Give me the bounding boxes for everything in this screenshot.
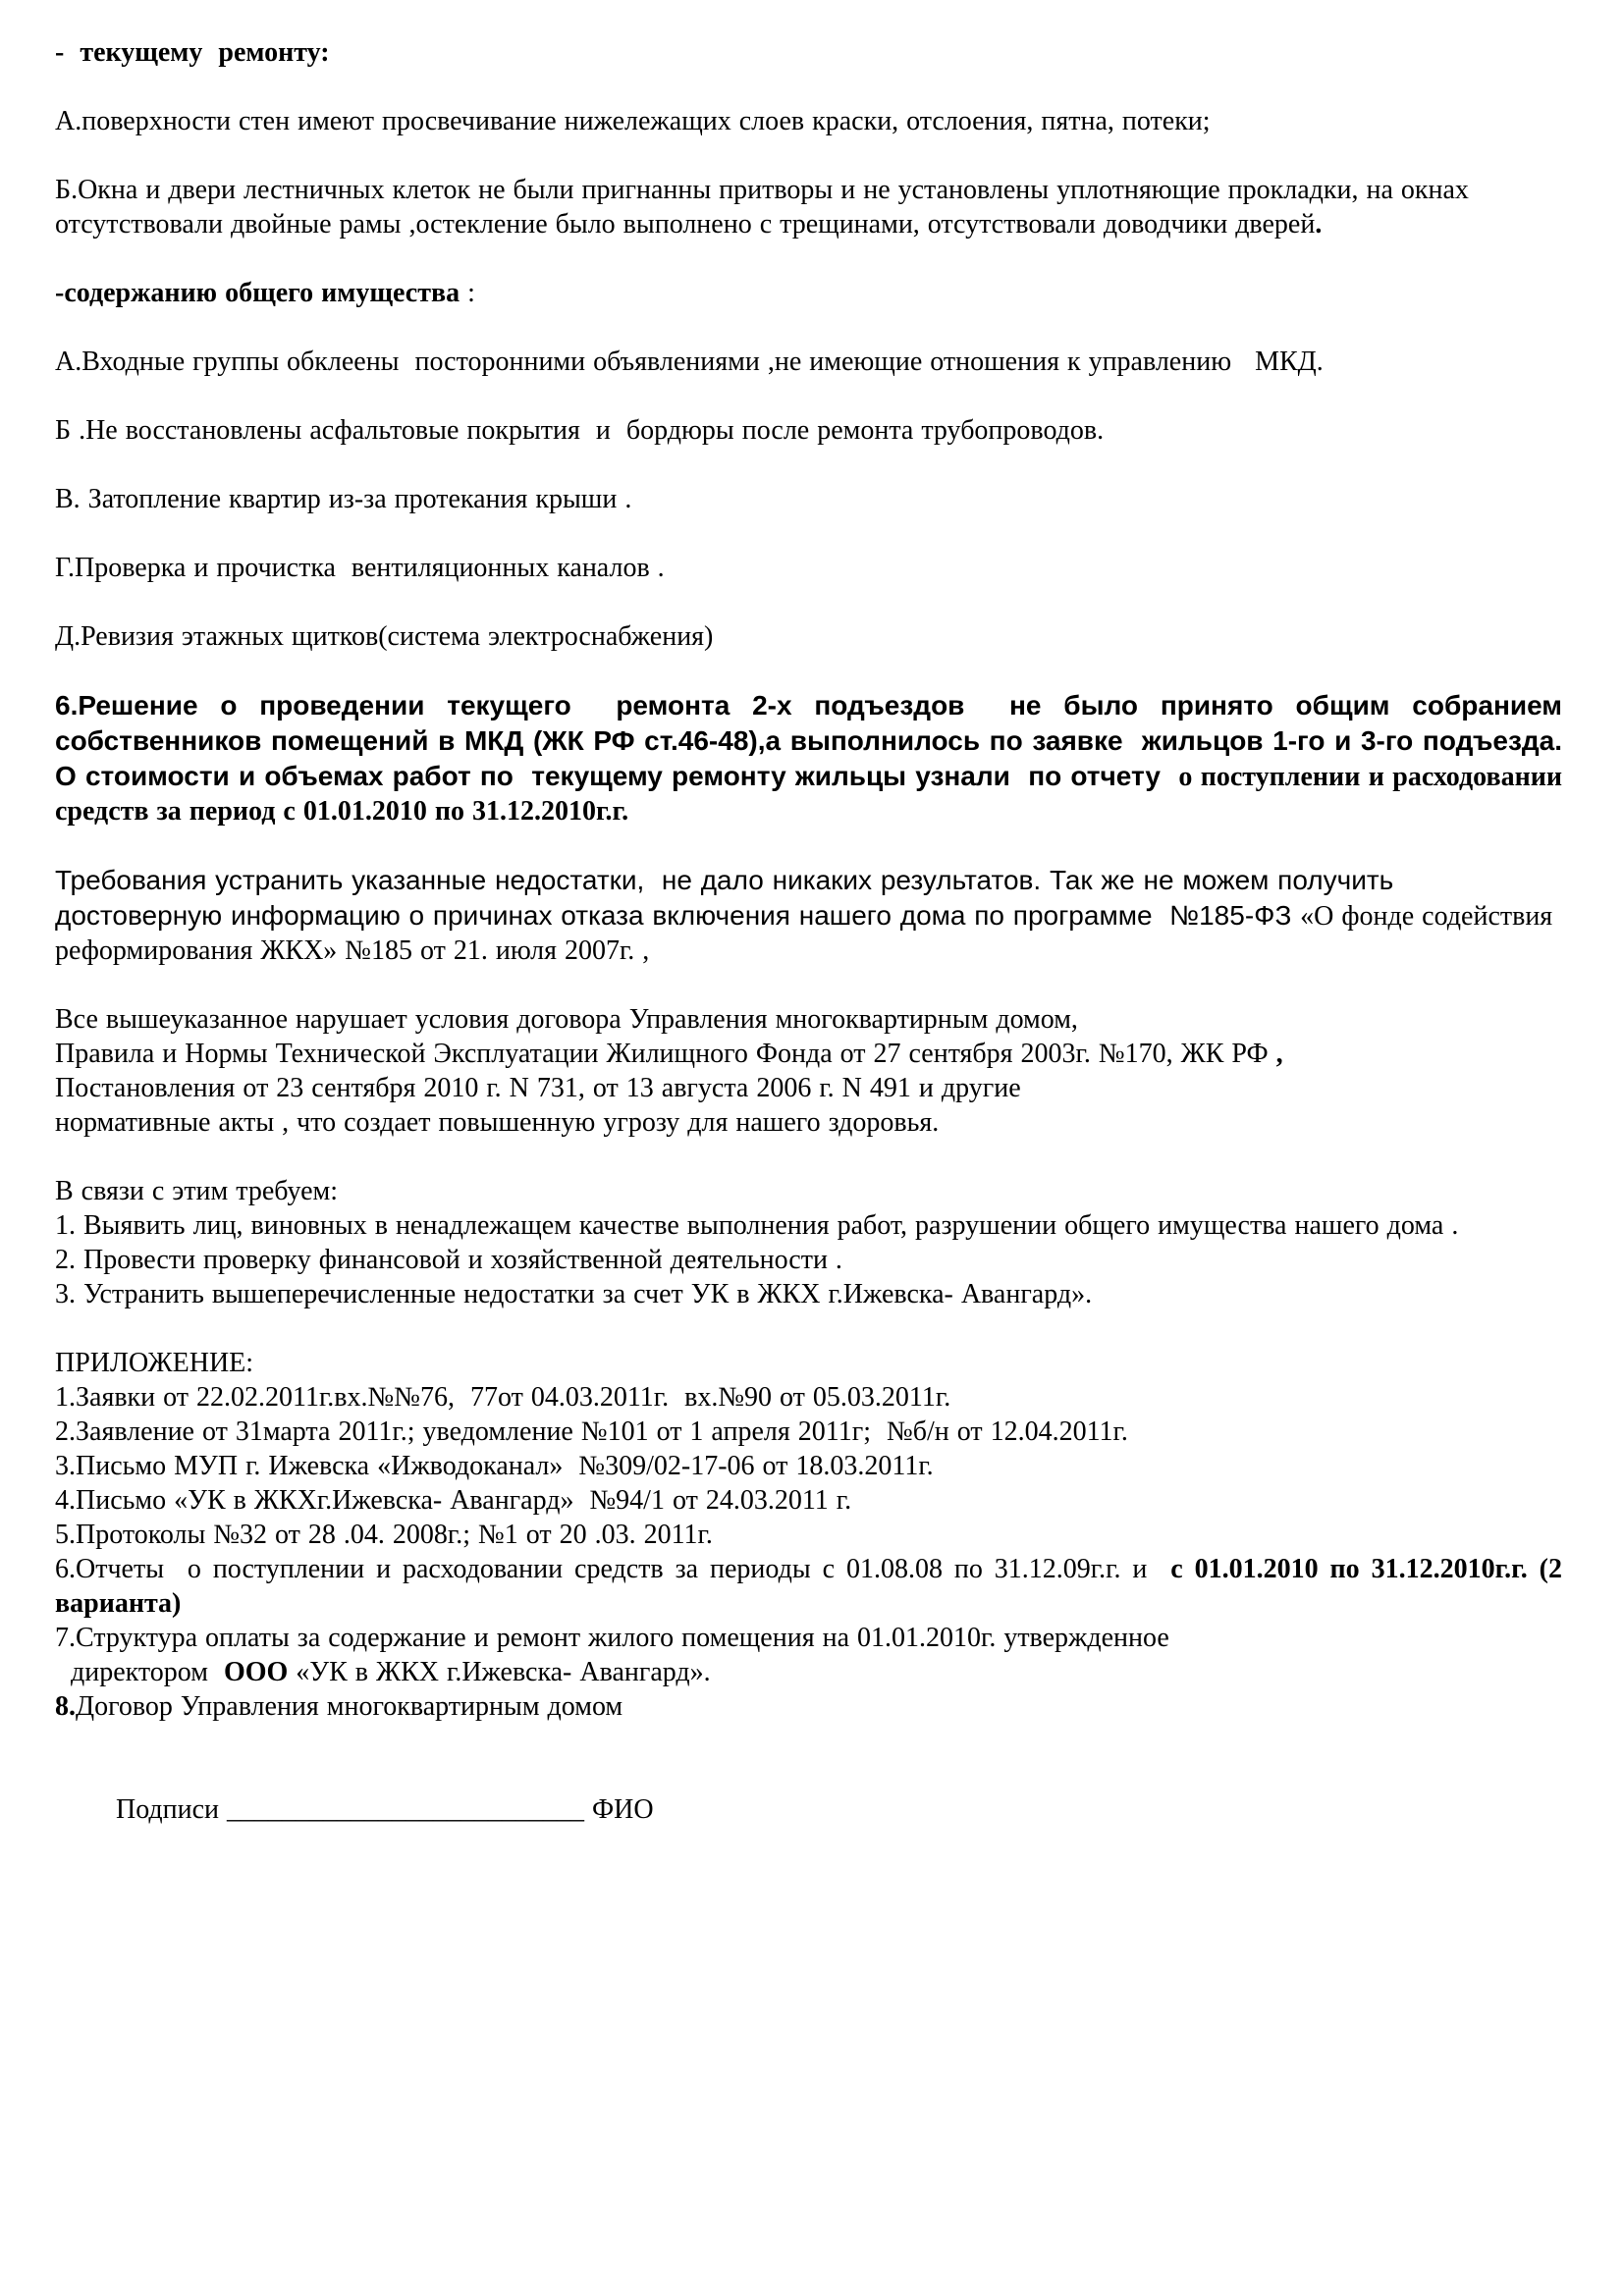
attachment-7-line2 bbox=[55, 1655, 1562, 1689]
text-run: -содержанию общего имущества bbox=[55, 278, 460, 308]
attachment-1: 1.Заявки от 22.02.2011г.вх.№№76, 77от 04.03.2011г. вх.№90 от 05.03.2011г. bbox=[55, 1382, 951, 1413]
demands-heading: В связи с этим требуем: bbox=[55, 1176, 339, 1206]
defect-entrance-groups: А.Входные группы обклеены посторонними объявлениями ,не имеющие отношения к управлению МКД. bbox=[55, 347, 1324, 377]
para-violations-resolutions: Постановления от 23 сентября 2010 г. N 731, от 13 августа 2006 г. N 491 и другие bbox=[55, 1073, 1021, 1103]
blank-line bbox=[55, 1311, 1562, 1346]
text-run: директором bbox=[55, 1657, 224, 1687]
attachment-5: 5.Протоколы №32 от 28 .04. 2008г.; №1 от 20 .03. 2011г. bbox=[55, 1520, 713, 1550]
blank-line bbox=[55, 654, 1562, 688]
document-body bbox=[55, 35, 1571, 1827]
blank-line bbox=[55, 1758, 1562, 1792]
demand-1: 1. Выявить лиц, виновных в ненадлежащем качестве выполнения работ, разрушении общего имущества нашего дома . bbox=[55, 1210, 1459, 1241]
blank-line bbox=[55, 828, 1562, 863]
defect-roof-leak: В. Затопление квартир из-за протекания крыши . bbox=[55, 484, 632, 514]
blank-line bbox=[55, 310, 1562, 345]
text-run: «О фонде содействия реформирования ЖКХ» №185 от 21. июля 2007г. , bbox=[55, 901, 1561, 966]
blank-line bbox=[55, 138, 1562, 173]
attachment-4: 4.Письмо «УК в ЖКХг.Ижевска- Авангард» №94/1 от 24.03.2011 г. bbox=[55, 1485, 852, 1516]
defect-floor-panels: Д.Ревизия этажных щитков(система электроснабжения) bbox=[55, 621, 714, 652]
text-run: 6.Отчеты о поступлении и расходовании средств за периоды с 01.08.08 по 31.12.09г.г. и bbox=[55, 1554, 1171, 1584]
attachment-6 bbox=[55, 1552, 1570, 1621]
defect-asphalt: Б .Не восстановлены асфальтовые покрытия и бордюры после ремонта трубопроводов. bbox=[55, 415, 1105, 446]
para-violations-intro: Все вышеуказанное нарушает условия договора Управления многоквартирным домом, bbox=[55, 1004, 1078, 1035]
attachments-heading: ПРИЛОЖЕНИЕ: bbox=[55, 1348, 254, 1378]
blank-line bbox=[55, 516, 1562, 551]
demand-3: 3. Устранить вышеперечисленные недостатки за счет УК в ЖКХ г.Ижевска- Авангард». bbox=[55, 1279, 1093, 1309]
text-run: с 01.01.2010 по 31.12.2010г.г. (2 варианта) bbox=[55, 1554, 1570, 1619]
text-run: 6.Решение о проведении текущего ремонта 2-х подъездов не было принято общим собранием собственников помещений в МКД (ЖК РФ ст.46-48),а выполнилось по заявке жильцов 1-го и 3-го подъезда. О стоимости и объемах работ по текущему ремонту жильцы узнали по отчету bbox=[55, 690, 1571, 791]
signature-line: Подписи __________________________ ФИО bbox=[116, 1794, 654, 1825]
blank-line bbox=[55, 1140, 1562, 1174]
demand-2: 2. Провести проверку финансовой и хозяйственной деятельности . bbox=[55, 1245, 842, 1275]
para-violations-rules bbox=[55, 1037, 1562, 1071]
text-run: Б.Окна и двери лестничных клеток не были пригнанны притворы и не установлены уплотняющие прокладки, на окнах отсутствовали двойные рамы ,остекление было выполнено с трещинами, отсутствовали доводчики дверей bbox=[55, 175, 1477, 240]
attachment-2: 2.Заявление от 31марта 2011г.; уведомление №101 от 1 апреля 2011г; №б/н от 12.04.2011г. bbox=[55, 1416, 1128, 1447]
blank-line bbox=[55, 70, 1562, 104]
text-run: Договор Управления многоквартирным домом bbox=[76, 1691, 623, 1722]
defect-ventilation: Г.Проверка и прочистка вентиляционных каналов . bbox=[55, 553, 665, 583]
blank-line bbox=[55, 379, 1562, 413]
text-run: Требования устранить указанные недостатки, не дало никаких результатов. Так же не можем получить достоверную информацию о причинах отказа включения нашего дома по программе №185-ФЗ bbox=[55, 865, 1403, 931]
attachment-7-line1: 7.Структура оплаты за содержание и ремонт жилого помещения на 01.01.2010г. утвержденное bbox=[55, 1623, 1169, 1653]
attachment-3: 3.Письмо МУП г. Ижевска «Ижводоканал» №309/02-17-06 от 18.03.2011г. bbox=[55, 1451, 934, 1481]
blank-line bbox=[55, 448, 1562, 482]
text-run: Правила и Нормы Технической Эксплуатации Жилищного Фонда от 27 сентября 2003г. №170, ЖК РФ bbox=[55, 1039, 1276, 1069]
text-run: ООО bbox=[223, 1657, 289, 1687]
para-violations-normative: нормативные акты , что создает повышенную угрозу для нашего здоровья. bbox=[55, 1107, 940, 1138]
text-run: : bbox=[460, 278, 475, 308]
para-demands-ignored bbox=[55, 863, 1562, 968]
blank-line bbox=[55, 1724, 1562, 1758]
attachment-8 bbox=[55, 1689, 1562, 1724]
text-run: , bbox=[1275, 1039, 1283, 1069]
blank-line bbox=[55, 585, 1562, 619]
blank-line bbox=[55, 241, 1562, 276]
heading-common-property bbox=[55, 276, 1562, 310]
text-run: «УК в ЖКХ г.Ижевска- Авангард». bbox=[288, 1657, 711, 1687]
text-run: 8. bbox=[55, 1691, 76, 1722]
heading-current-repair: - текущему ремонту: bbox=[55, 37, 330, 68]
defect-walls: А.поверхности стен имеют просвечивание нижележащих слоев краски, отслоения, пятна, потеки; bbox=[55, 106, 1211, 136]
text-run: о поступлении и расходовании средств за период с 01.01.2010 по 31.12.2010г.г. bbox=[55, 762, 1570, 827]
defect-windows-doors bbox=[55, 173, 1562, 241]
para-decision-repair bbox=[55, 688, 1571, 828]
text-run: . bbox=[1315, 209, 1323, 240]
blank-line bbox=[55, 968, 1562, 1002]
